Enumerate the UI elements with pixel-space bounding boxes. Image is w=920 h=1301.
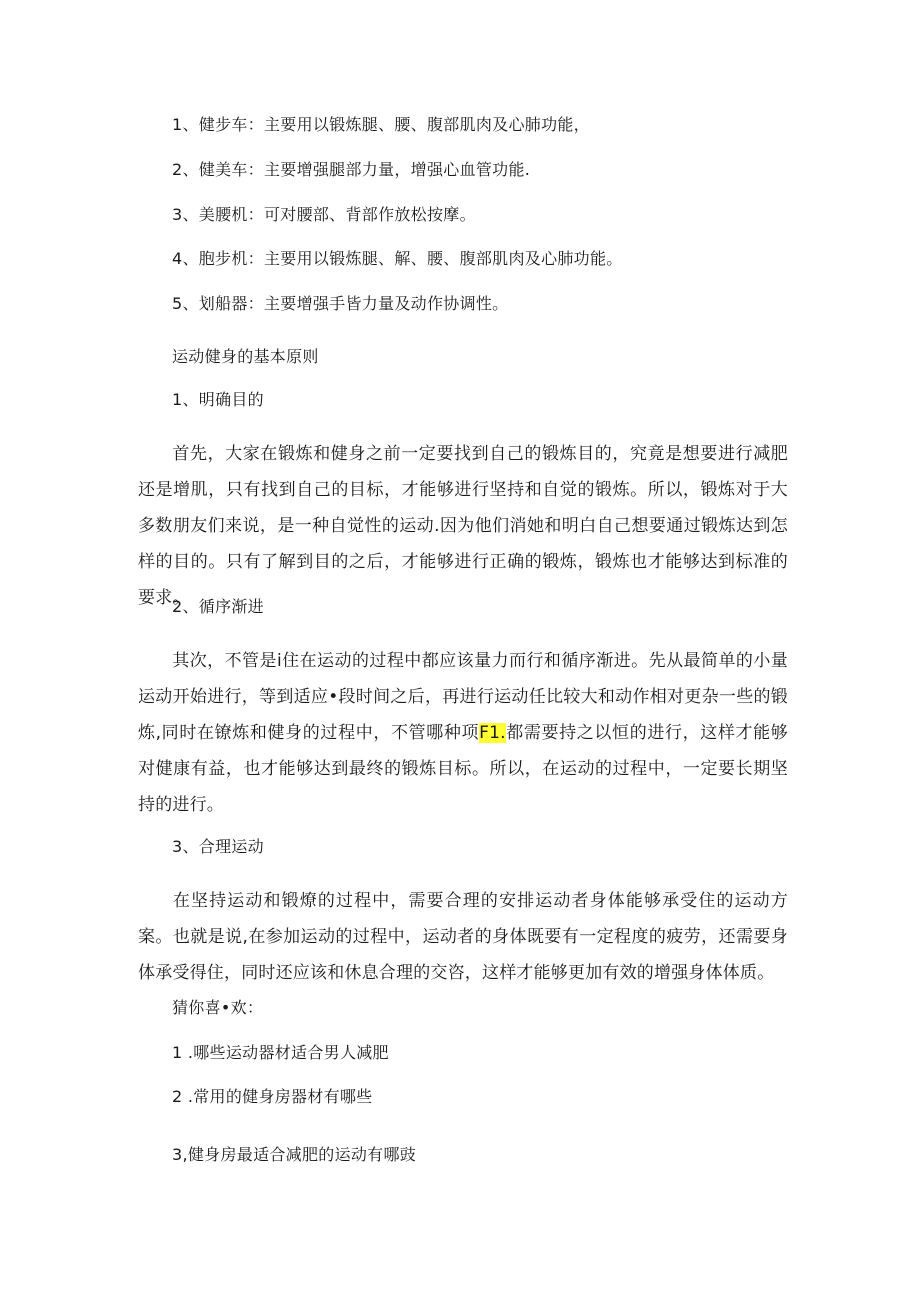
related-item-3[interactable]: 3,健身房最适合减肥的运动有哪豉 [172, 1145, 417, 1164]
equipment-item-2: 2、健美车：主要增强腿部力量，增强心血管功能. [172, 160, 531, 179]
related-heading: 猜你喜•欢： [172, 998, 264, 1017]
principle-2-title: 2、循序渐进 [172, 597, 264, 616]
principle-1-body [138, 436, 788, 616]
principle-3-text: 在坚持运动和锻燎的过程中，需要合理的安排运动者身体能够承受住的运动方案。也就是说,在参加运动的过程中，运动者的身体既要有一定程度的疲劳，还需要身体承受得住，同时还应该和休息合理的交咨，这样才能够更加有效的增强身体体质。 [138, 891, 788, 983]
principle-3-body [138, 883, 788, 991]
highlighted-text: F1. [479, 723, 506, 743]
equipment-item-4: 4、胞步机：主要用以锻炼腿、解、腰、腹部肌肉及心肺功能。 [172, 249, 623, 268]
principle-1-title: 1、明确目的 [172, 390, 264, 409]
equipment-item-5: 5、划船器：主要增强手皆力量及动作协调性。 [172, 294, 509, 313]
principle-1-text: 首先，大家在锻炼和健身之前一定要找到自己的锻炼目的，究竟是想要进行减肥还是增肌，只有找到自己的目标，才能够进行坚持和自觉的锻炼。所以，锻炼对于大多数朋友们来说，是一种自觉性的运动.因为他们消她和明白自己想要通过锻炼达到怎样的目的。只有了解到目的之后，才能够进行正确的锻炼，锻炼也才能够达到标准的要求。 [138, 444, 788, 608]
equipment-item-3: 3、美腰机：可对腰部、背部作放松按摩。 [172, 205, 476, 224]
related-item-1[interactable]: 1 .哪些运动器材适合男人减肥 [172, 1043, 389, 1062]
principle-2-text-after: 都需要持之以恒的进行，这样才能够对健康有益，也才能够达到最终的锻炼目标。所以，在运动的过程中，一定要长期坚持的进行。 [138, 723, 788, 815]
principle-3-title: 3、合理运动 [172, 837, 264, 856]
equipment-item-1: 1、健步车：主要用以锻炼腿、腰、腹部肌肉及心肺功能， [172, 115, 590, 134]
principle-2-text-before: 其次，不管是i住在运动的过程中都应该量力而行和循序渐进。先从最简单的小量运动开始进行，等到适应•段时间之后，再进行运动任比较大和动作相对更杂一些的锻炼,同时在镣炼和健身的过程中，不管哪种项 [138, 651, 788, 743]
related-item-2[interactable]: 2 .常用的健身房器材有哪些 [172, 1087, 373, 1106]
principle-2-body [138, 643, 788, 823]
principles-heading: 运动健身的基本原则 [172, 347, 319, 366]
